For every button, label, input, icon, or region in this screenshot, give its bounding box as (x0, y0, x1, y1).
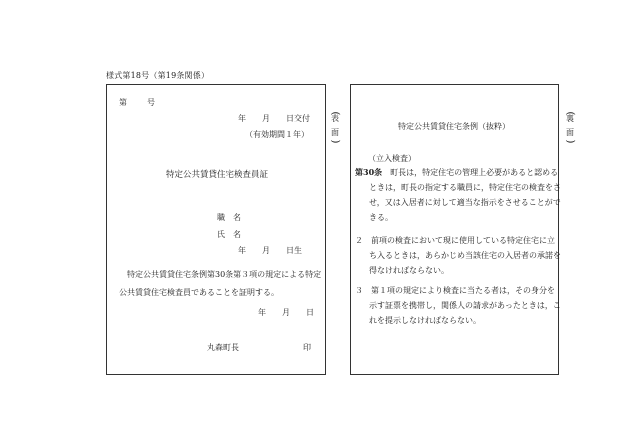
back-side-paren-open: ( (564, 111, 576, 116)
number-label: 第 (119, 98, 127, 107)
article-line: きる。 (369, 213, 393, 222)
certificate-title: 特定公共賃貸住宅検査員証 (166, 170, 269, 180)
paragraph-line: ３ 第１項の規定により検査に当たる者は，その身分を (355, 286, 555, 295)
certification-date: 年 月 日 (258, 308, 314, 317)
certificate-front (106, 84, 326, 375)
front-side-char-2: 面 (331, 128, 339, 137)
article-line: 町長は，特定住宅の管理上必要があると認める (382, 168, 559, 177)
certificate-back (350, 84, 559, 375)
paragraph-2 (355, 233, 561, 278)
issuer-name: 丸森町長 (207, 343, 239, 352)
article-line: せ，又は入居者に対して適当な指示をさせることがで (369, 198, 561, 207)
back-side-char-2: 面 (566, 128, 574, 137)
name-label: 氏 名 (217, 230, 241, 239)
section-heading: （立入検査） (368, 154, 416, 163)
article-number: 第30条 (355, 167, 383, 177)
validity-period: （有効期間１年） (245, 130, 309, 139)
paragraph-line: ２ 前項の検査において現に使用している特定住宅に立 (355, 236, 555, 245)
certification-line-2: 公共賃貸住宅検査員であることを証明する。 (119, 288, 279, 297)
seal-mark: 印 (303, 343, 311, 352)
back-side-char-1: 裏 (566, 114, 574, 123)
paragraph-line: 得なければならない。 (369, 266, 449, 275)
article-30 (355, 165, 561, 225)
paragraph-line: ち入るときは，あらかじめ当該住宅の入居者の承諾を (369, 251, 561, 260)
front-side-char-1: 表 (331, 114, 339, 123)
number-suffix: 号 (147, 98, 155, 107)
front-side-paren-open: ( (329, 111, 341, 116)
ordinance-title: 特定公共賃貸住宅条例（抜粋） (398, 122, 510, 131)
article-line: ときは，町長の指定する職員に，特定住宅の検査をさ (369, 183, 561, 192)
form-number: 様式第18号（第19条関係） (106, 71, 210, 80)
certification-line-1: 特定公共賃貸住宅条例第30条第３項の規定による特定 (127, 270, 322, 279)
back-side-paren-close: ) (564, 139, 576, 144)
position-label: 職 名 (217, 213, 241, 222)
issue-date: 年 月 日交付 (238, 114, 310, 123)
paragraph-3 (355, 283, 561, 328)
paragraph-line: れを提示しなければならない。 (369, 316, 481, 325)
front-side-paren-close: ) (329, 139, 341, 144)
paragraph-line: 示す証票を携帯し，関係人の請求があったときは，こ (369, 301, 561, 310)
birth-date: 年 月 日生 (238, 246, 302, 255)
